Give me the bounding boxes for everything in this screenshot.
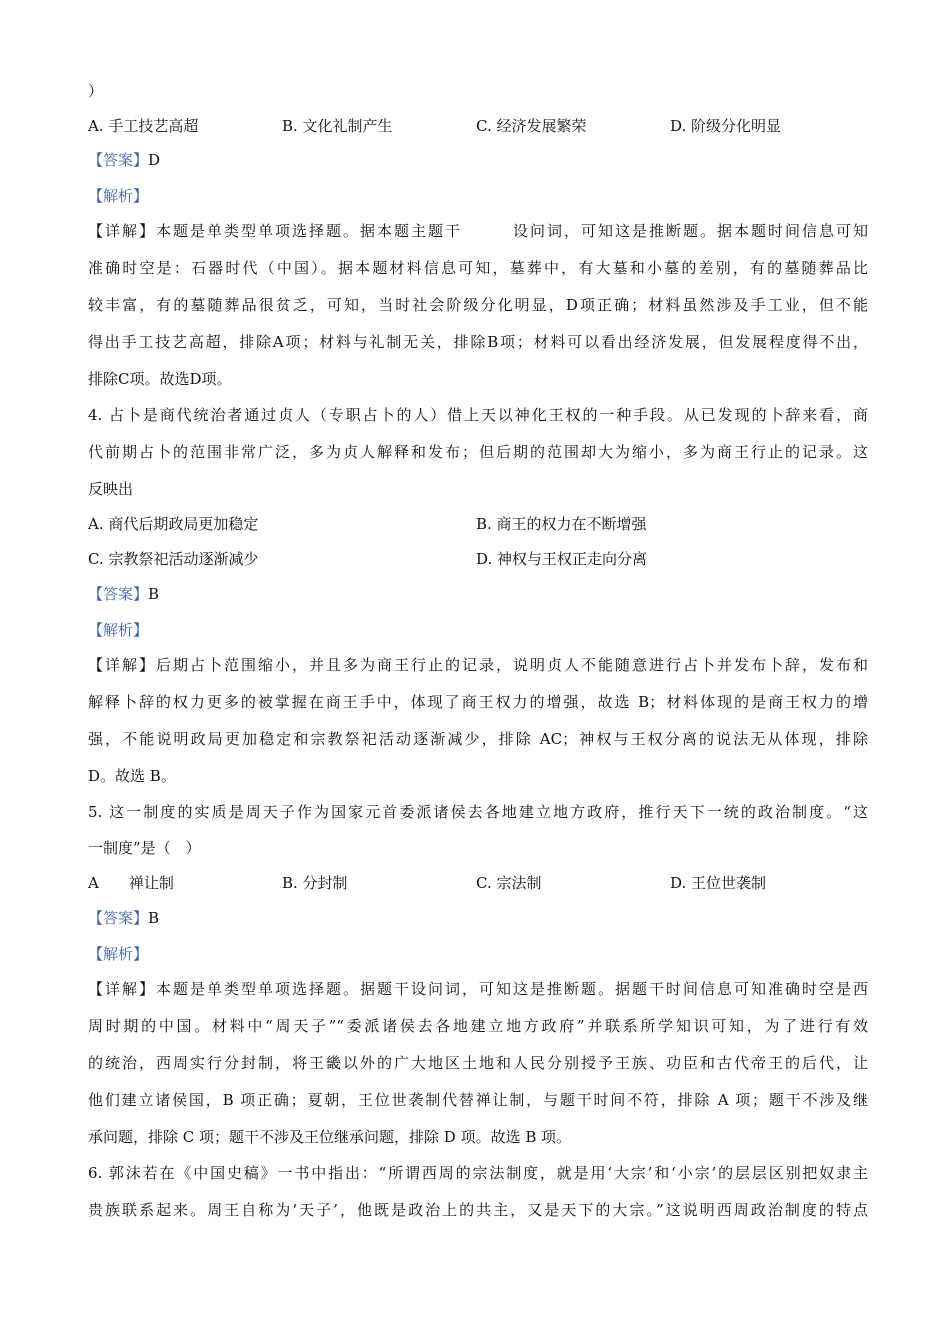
q5-stem-line: 5. 这一制度的实质是周天子作为国家元首委派诸侯去各地建立地方政府，推行天下一统的政治制度。“这	[88, 803, 868, 821]
detail-text: 本题是单类型单项选择题。据本题主题干 设问词，可知这是推断题。据本题时间信息可知	[156, 222, 868, 240]
q4-stem-line: 4. 占卜是商代统治者通过贞人（专职占卜的人）借上天以神化王权的一种手段。从已发现的卜辞来看，商	[88, 406, 868, 424]
q3-answer	[88, 150, 868, 170]
q4-detail-line: D。故选 B。	[88, 767, 176, 785]
analysis-tag: 【解析】	[88, 621, 149, 639]
answer-tag: 【答案】	[88, 909, 149, 927]
q3-detail-line: 较丰富，有的墓随葬品很贫乏，可知，当时社会阶级分化明显，D项正确；材料虽然涉及手工业，但不能	[88, 296, 868, 314]
detail-text: 后期占卜范围缩小，并且多为商王行止的记录，说明贞人不能随意进行占卜并发布卜辞，发布和	[156, 656, 868, 674]
answer-value: D	[148, 151, 161, 169]
q5-detail-line: 承问题，排除 C 项；题干不涉及王位继承问题，排除 D 项。故选 B 项。	[88, 1128, 572, 1146]
q4-stem-line: 反映出	[88, 480, 134, 498]
detail-tag: 【详解】	[88, 222, 156, 240]
q4-option-a: A. 商代后期政局更加稳定	[88, 515, 259, 533]
q4-option-b: B. 商王的权力在不断增强	[476, 515, 647, 533]
q5-answer	[88, 908, 868, 928]
q3-detail-line: 排除C项。故选D项。	[88, 370, 232, 388]
q3-detail-line: 准确时空是：石器时代（中国）。据本题材料信息可知，墓葬中，有大墓和小墓的差别，有的墓随葬品比	[88, 259, 868, 277]
q4-option-c: C. 宗教祭祀活动逐渐减少	[88, 550, 259, 568]
q4-answer	[88, 584, 868, 604]
q3-option-c: C. 经济发展繁荣	[476, 117, 587, 135]
answer-value: B	[148, 909, 160, 927]
q4-stem-line: 代前期占卜的范围非常广泛，多为贞人解释和发布；但后期的范围却大为缩小，多为商王行止的记录。这	[88, 443, 868, 461]
analysis-tag: 【解析】	[88, 187, 149, 205]
q3-option-b: B. 文化礼制产生	[282, 117, 393, 135]
q3-detail-line: 得出手工技艺高超，排除A项；材料与礼制无关，排除B项；材料可以看出经济发展，但发展程度得不出，	[88, 333, 868, 351]
q4-detail-line: 强，不能说明政局更加稳定和宗教祭祀活动逐渐减少，排除 AC；神权与王权分离的说法无从体现，排除	[88, 730, 868, 748]
analysis-tag: 【解析】	[88, 945, 149, 963]
q4-detail-line: 解释卜辞的权力更多的被掌握在商王手中，体现了商王权力的增强，故选 B；材料体现的是商王权力的增	[88, 693, 868, 711]
q5-option-c: C. 宗法制	[476, 874, 542, 892]
q4-option-d: D. 神权与王权正走向分离	[476, 550, 648, 568]
q3-analysis-tag	[88, 186, 868, 206]
q3-detail-line	[88, 221, 868, 241]
detail-tag: 【详解】	[88, 656, 156, 674]
q4-detail-line	[88, 655, 868, 675]
q5-option-b: B. 分封制	[282, 874, 348, 892]
q5-detail-line	[88, 979, 868, 999]
q3-option-a: A. 手工技艺高超	[88, 117, 199, 135]
q6-stem-line: 6. 郭沫若在《中国史稿》一书中指出：“所谓西周的宗法制度，就是用‘大宗’和‘小宗’的层层区别把奴隶主	[88, 1164, 868, 1182]
q5-option-a: A 禅让制	[88, 874, 174, 892]
q5-detail-line: 的统治，西周实行分封制，将王畿以外的广大地区土地和人民分别授予王族、功臣和古代帝王的后代，让	[88, 1054, 868, 1072]
answer-tag: 【答案】	[88, 585, 149, 603]
q3-stem-tail: ）	[88, 82, 104, 100]
q5-detail-line: 他们建立诸侯国，B 项正确；夏朝，王位世袭制代替禅让制，与题干时间不符，排除 A 项；题干不涉及继	[88, 1091, 868, 1109]
detail-tag: 【详解】	[88, 980, 156, 998]
q5-stem-line: 一制度”是（ ）	[88, 839, 201, 857]
q5-detail-line: 周时期的中国。材料中“周天子”“委派诸侯去各地建立地方政府”并联系所学知识可知，为了进行有效	[88, 1017, 868, 1035]
q4-analysis-tag	[88, 620, 868, 640]
detail-text: 本题是单类型单项选择题。据题干设问词，可知这是推断题。据题干时间信息可知准确时空是西	[156, 980, 868, 998]
q3-option-d: D. 阶级分化明显	[670, 117, 782, 135]
q6-stem-line: 贵族联系起来。周王自称为‘天子’，他既是政治上的共主，又是天下的大宗。”这说明西周政治制度的特点	[88, 1201, 868, 1219]
q5-analysis-tag	[88, 944, 868, 964]
q5-option-d: D. 王位世袭制	[670, 874, 767, 892]
answer-tag: 【答案】	[88, 151, 149, 169]
answer-value: B	[148, 585, 160, 603]
